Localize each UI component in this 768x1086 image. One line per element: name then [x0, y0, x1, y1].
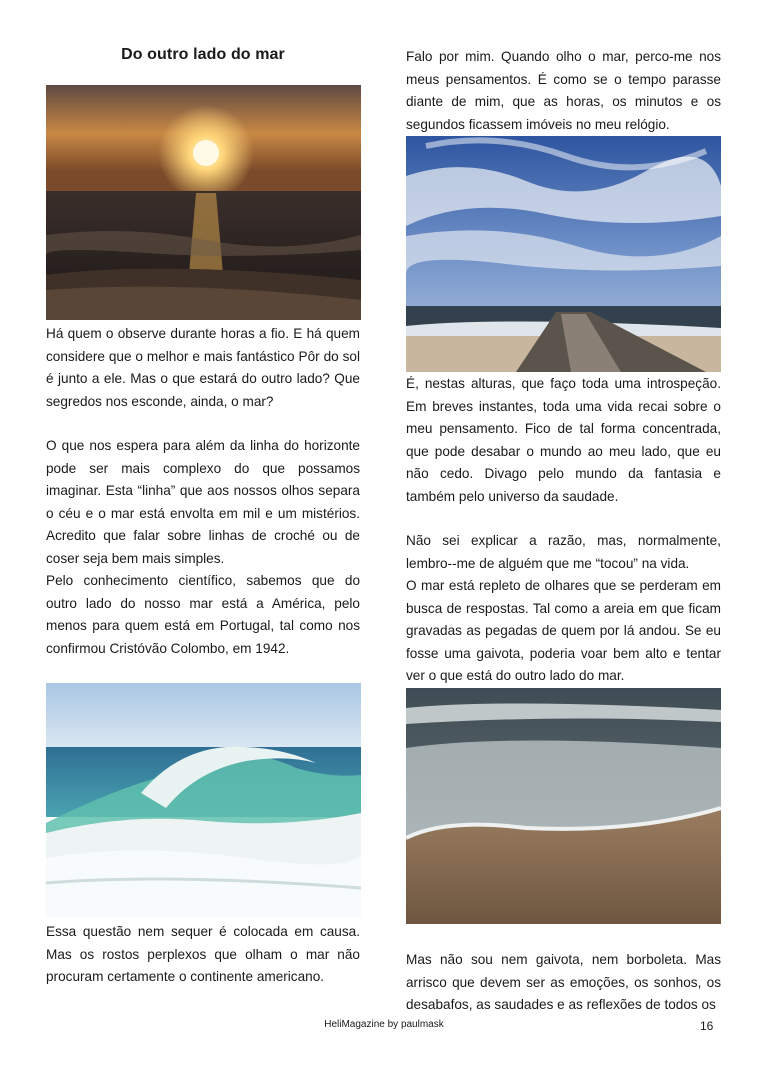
- wave-image-graphic: [46, 683, 361, 918]
- left-paragraph-3: Pelo conhecimento científico, sabemos que do outro lado do nosso mar está a América, pelo menos para quem está em Portugal, tal como nos confirmou Cristóvão Colombo, em 1942.: [46, 573, 360, 656]
- right-paragraph-1: Falo por mim. Quando olho o mar, perco-me nos meus pensamentos. É como se o tempo parasse diante de mim, que as horas, os minutos e os segundos ficassem imóveis no meu relógio.: [406, 49, 721, 132]
- article-title: Do outro lado do mar: [121, 46, 285, 63]
- page-number: 16: [700, 1019, 714, 1033]
- left-paragraph-2: O que nos espera para além da linha do horizonte pode ser mais complexo do que possamos imaginar. Esta “linha” que aos nossos olhos separa o céu e o mar está envolta em mil e um mistérios. Acredito que falar sobre linhas de croché ou de coser seja bem mais simples.: [46, 438, 360, 566]
- sunset-photo: [46, 85, 361, 320]
- right-paragraph-4: O mar está repleto de olhares que se perderam em busca de respostas. Tal como a areia em que ficam gravadas as pegadas de quem por lá andou. Se eu fosse uma gaivota, poderia voar bem alto e tentar ver o que está do outro lado do mar.: [406, 578, 721, 683]
- left-paragraph-1: Há quem o observe durante horas a fio. E há quem considere que o melhor e mais fantástico Pôr do sol é junto a ele. Mas o que estará do outro lado? Que segredos nos esconde, ainda, o mar?: [46, 326, 360, 409]
- footer-credit: HeliMagazine by paulmask: [324, 1019, 444, 1030]
- sunset-image-graphic: [46, 85, 361, 320]
- shore-photo: [406, 688, 721, 924]
- right-paragraph-3: Não sei explicar a razão, mas, normalmente, lembro--me de alguém que me “tocou” na vida.: [406, 533, 721, 571]
- right-paragraph-2: É, nestas alturas, que faço toda uma introspeção. Em breves instantes, toda uma vida recai sobre o meu pensamento. Fico de tal forma concentrada, que pode desabar o mundo ao meu lado, que eu não cedo. Divago pelo mundo da fantasia e também pelo universo da saudade.: [406, 376, 721, 504]
- shore-image-graphic: [406, 688, 721, 924]
- jetty-photo: [406, 136, 721, 372]
- wave-photo: [46, 683, 361, 918]
- left-paragraph-4: Essa questão nem sequer é colocada em causa. Mas os rostos perplexos que olham o mar não procuram certamente o continente americano.: [46, 924, 360, 984]
- jetty-image-graphic: [406, 136, 721, 372]
- right-paragraph-5: Mas não sou nem gaivota, nem borboleta. Mas arrisco que devem ser as emoções, os sonhos, os desabafos, as saudades e as reflexões de todos os: [406, 952, 721, 1012]
